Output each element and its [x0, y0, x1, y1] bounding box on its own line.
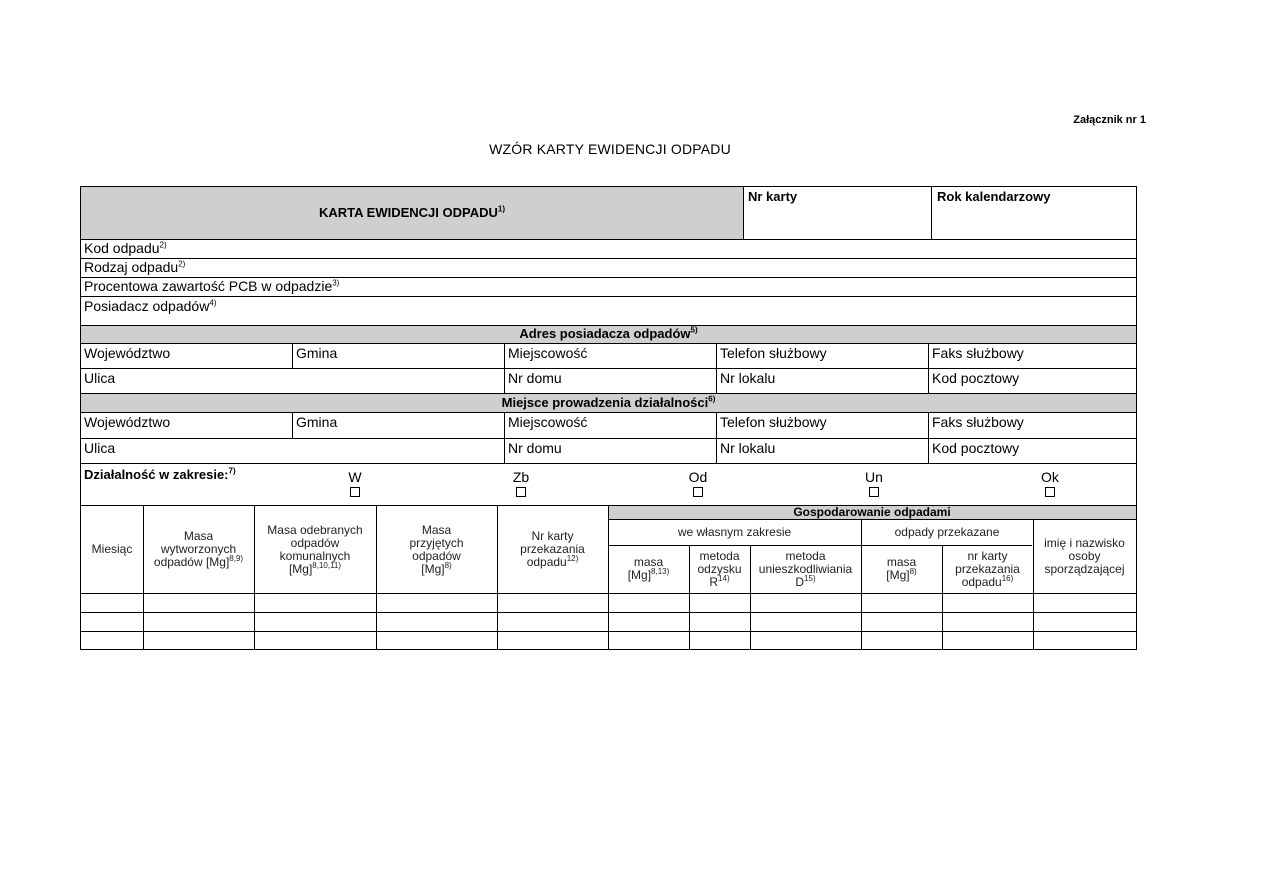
transferred-header: odpady przekazane — [894, 525, 1000, 539]
col-mass-received: Masa przyjętych odpadów $[Mg]^{8)}$ — [409, 522, 464, 576]
waste-holder-label: Posiadacz odpadów$^{4)}$ — [84, 298, 217, 314]
col-recovery-method: metoda odzysku $R^{14)}$ — [697, 548, 742, 589]
activity-option-un[interactable]: Un — [854, 470, 894, 500]
document-title: WZÓR KARTY EWIDENCJI ODPADU — [489, 141, 731, 157]
business-postal-code: Kod pocztowy — [932, 440, 1020, 456]
card-title: KARTA EWIDENCJI ODPADU$^{1)}$ — [319, 204, 505, 220]
business-phone: Telefon służbowy — [720, 414, 827, 430]
activity-option-ok[interactable]: Ok — [1030, 470, 1070, 500]
card-number-label: Nr karty — [748, 189, 798, 204]
activity-label: Działalność w zakresie:$^{7)}$ — [84, 466, 236, 482]
waste-code-label: Kod odpadu$^{2)}$ — [84, 240, 167, 256]
checkbox-zb[interactable] — [516, 487, 526, 497]
activity-option-zb[interactable]: Zb — [501, 470, 541, 500]
col-month: Miesiąc — [91, 542, 133, 556]
checkbox-ok[interactable] — [1045, 487, 1055, 497]
col-preparer-name: imię i nazwisko osoby sporządzającej — [1044, 535, 1125, 576]
address-street: Ulica — [84, 370, 116, 386]
table-row[interactable] — [81, 594, 1136, 612]
col-transferred-card-no: nr karty przekazania odpadu$^{16)}$ — [955, 548, 1020, 589]
col-mass-collected: Masa odebranych odpadów komunalnych $[Mg]^{8,10,11)}$ — [267, 522, 363, 576]
col-transferred-mass: masa $[Mg]^{8)}$ — [886, 555, 917, 582]
activity-option-w[interactable]: W — [335, 470, 375, 500]
table-row[interactable] — [81, 632, 1136, 650]
business-fax: Faks służbowy — [932, 414, 1024, 430]
address-commune: Gmina — [296, 345, 338, 361]
business-section-title: Miejsce prowadzenia działalności$^{6)}$ — [501, 394, 716, 410]
calendar-year-label: Rok kalendarzowy — [937, 189, 1051, 204]
col-mass-generated: Masa wytworzonych odpadów $[Mg]^{8,9)}$ — [153, 529, 244, 569]
checkbox-un[interactable] — [869, 487, 879, 497]
checkbox-od[interactable] — [693, 487, 703, 497]
annex-label: Załącznik nr 1 — [1073, 114, 1146, 126]
pcb-content-label: Procentowa zawartość PCB w odpadzie$^{3)}$ — [84, 278, 340, 294]
table-row[interactable] — [81, 613, 1136, 631]
address-voivodeship: Województwo — [84, 345, 171, 361]
business-locality: Miejscowość — [508, 414, 588, 430]
gosp-header: Gospodarowanie odpadami — [793, 505, 951, 519]
col-transfer-card-no: Nr karty przekazania odpadu$^{12)}$ — [520, 529, 585, 569]
address-postal-code: Kod pocztowy — [932, 370, 1020, 386]
col-own-mass: masa $[Mg]^{8,13)}$ — [627, 555, 670, 582]
address-flat-no: Nr lokalu — [720, 370, 776, 386]
waste-record-card — [80, 186, 1137, 650]
address-section-title: Adres posiadacza odpadów$^{5)}$ — [519, 325, 698, 341]
business-commune: Gmina — [296, 414, 338, 430]
business-voivodeship: Województwo — [84, 414, 171, 430]
business-house-no: Nr domu — [508, 440, 562, 456]
waste-type-label: Rodzaj odpadu$^{2)}$ — [84, 259, 186, 275]
col-disposal-method: metoda unieszkodliwiania $D^{15)}$ — [758, 548, 853, 589]
address-phone: Telefon służbowy — [720, 345, 827, 361]
own-scope-header: we własnym zakresie — [677, 525, 792, 539]
address-fax: Faks służbowy — [932, 345, 1024, 361]
checkbox-w[interactable] — [350, 487, 360, 497]
activity-option-od[interactable]: Od — [678, 470, 718, 500]
address-house-no: Nr domu — [508, 370, 562, 386]
address-locality: Miejscowość — [508, 345, 588, 361]
business-flat-no: Nr lokalu — [720, 440, 776, 456]
business-street: Ulica — [84, 440, 116, 456]
